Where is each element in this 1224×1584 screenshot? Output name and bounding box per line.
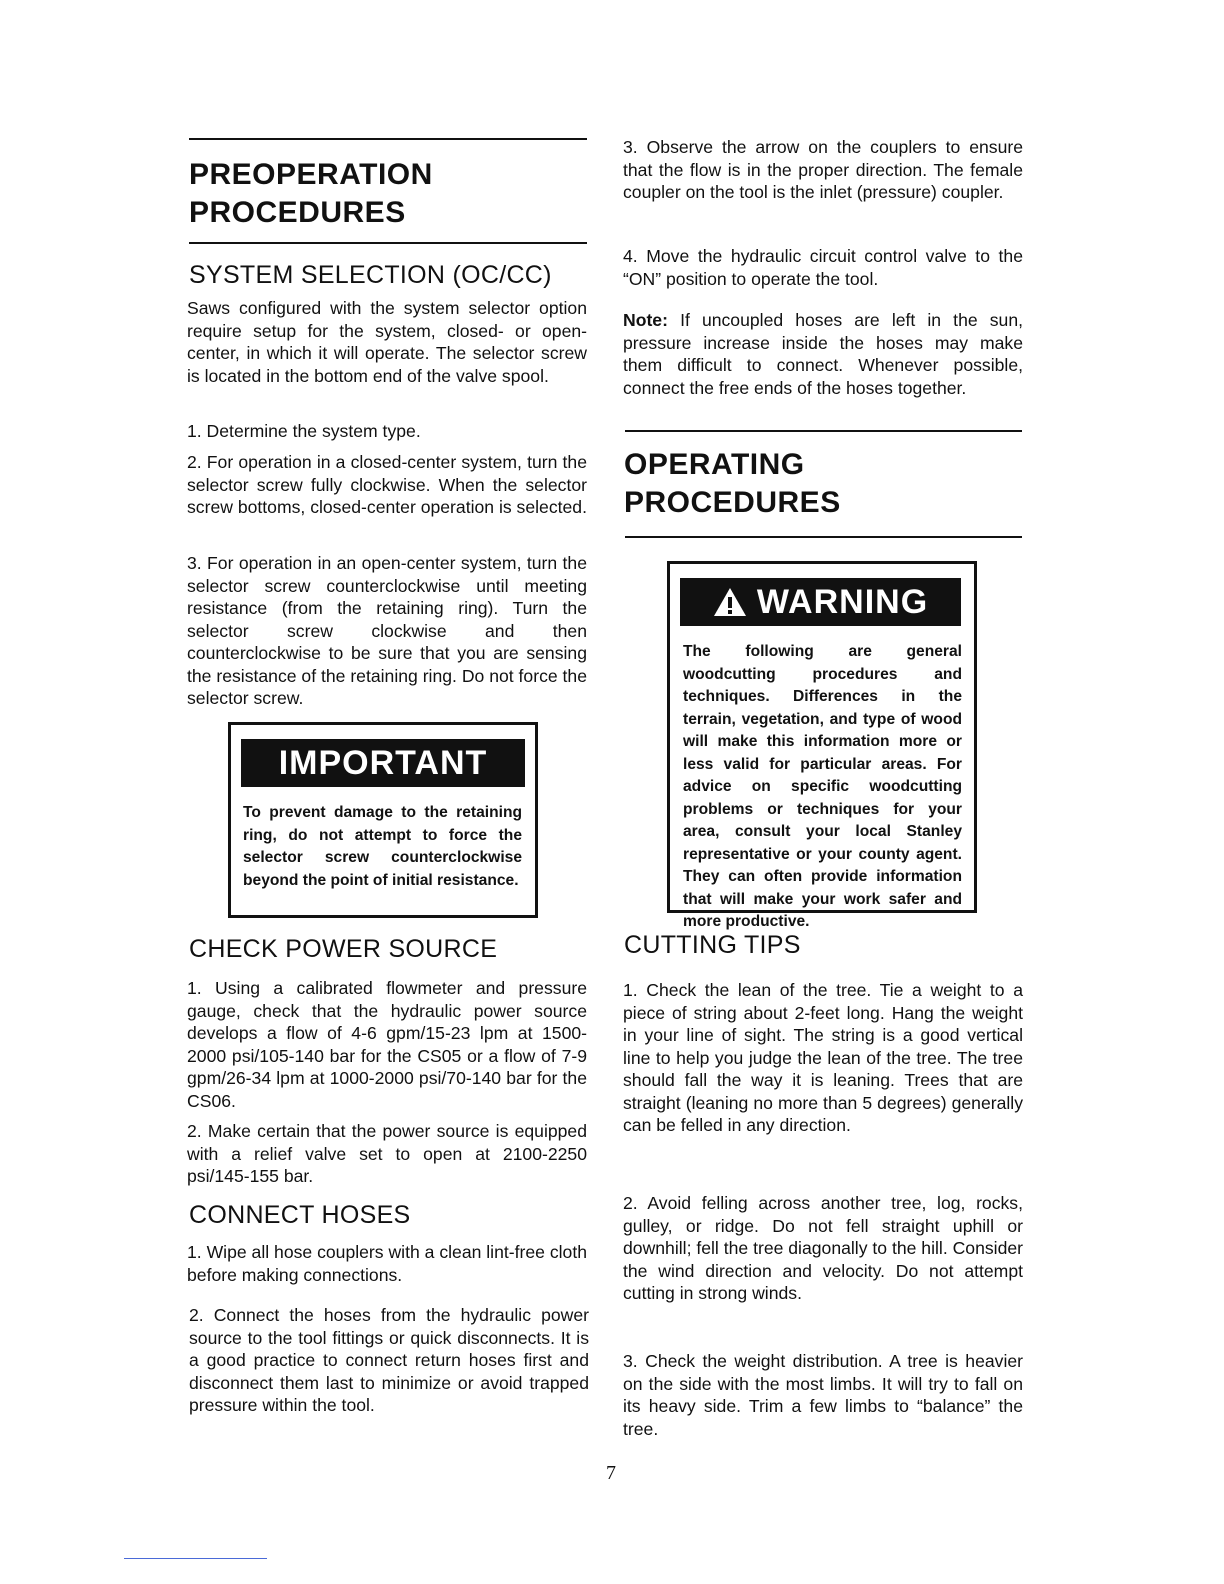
important-banner: IMPORTANT <box>241 739 525 787</box>
preop-title-line-1: PREOPERATION <box>189 158 433 191</box>
hoses-note <box>623 309 1023 399</box>
cutting-tips-heading: CUTTING TIPS <box>624 931 801 959</box>
system-step-1: 1. Determine the system type. <box>187 421 421 441</box>
connect-hoses-heading: CONNECT HOSES <box>189 1201 411 1229</box>
preop-title-line-2: PROCEDURES <box>189 196 406 229</box>
check-power-heading: CHECK POWER SOURCE <box>189 935 498 963</box>
operating-title-line-2: PROCEDURES <box>624 486 841 519</box>
power-step-2: 2. Make certain that the power source is equipped with a relief valve set to open at 2100-2250 psi/145-155 bar. <box>187 1121 587 1186</box>
note-text: If uncoupled hoses are left in the sun, pressure increase inside the hoses may make them difficult to connect. Whenever possible, connect the free ends of the hoses together. <box>623 310 1023 398</box>
operating-bottom-rule <box>625 536 1022 538</box>
system-step-2: 2. For operation in a closed-center system, turn the selector screw fully clockwise. When the selector screw bottoms, closed-center operation is selected. <box>187 452 587 517</box>
warning-banner <box>680 578 961 626</box>
hoses-step-2: 2. Connect the hoses from the hydraulic power source to the tool fittings or quick disconnects. It is a good practice to connect return hoses first and disconnect them last to minimize or avoid trapped pressure within the tool. <box>189 1305 589 1415</box>
tips-step-2: 2. Avoid felling across another tree, log, rocks, gulley, or ridge. Do not fell straight uphill or downhill; fell the tree diagonally to the hill. Consider the wind direction and velocity. Do not attempt cutting in strong winds. <box>623 1193 1024 1303</box>
note-label: Note: <box>623 310 668 330</box>
system-selection-intro: Saws configured with the system selector option require setup for the system, closed- or open-center, in which it will operate. The selector screw is located in the bottom end of the valve spool. <box>187 298 587 386</box>
warning-box <box>667 561 977 930</box>
important-box <box>228 722 538 918</box>
tips-step-3: 3. Check the weight distribution. A tree is heavier on the side with the most limbs. It will try to fall on its heavy side. Trim a few limbs to “balance” the tree. <box>623 1351 1023 1439</box>
system-selection-heading: SYSTEM SELECTION (OC/CC) <box>189 261 552 289</box>
top-rule-left <box>189 138 587 140</box>
warning-banner-label: WARNING <box>756 583 929 621</box>
warning-text: The following are general woodcutting procedures and techniques. Differences in the terrain, vegetation, and type of wood will make this information more or less valid for particular areas. For advice on specific woodcutting problems or techniques for your area, consult your local Stanley representative or your county agent. They can often provide information that will make your work safer and more productive. <box>683 643 962 930</box>
operating-top-rule <box>625 430 1022 432</box>
operating-title-line-1: OPERATING <box>624 448 805 481</box>
system-step-3: 3. For operation in an open-center system, turn the selector screw counterclockwise until meeting resistance (from the retaining ring). Turn the selector screw clockwise and then counterclockwise to be sure that you are sensing the resistance of the retaining ring. Do not force the selector screw. <box>187 553 588 708</box>
footer-line <box>124 1558 267 1559</box>
tips-step-1: 1. Check the lean of the tree. Tie a weight to a piece of string about 2-feet long. Hang the weight in your line of sight. The string is a good vertical line to help you judge the lean of the tree. The tree should fall the way it is leaning. Trees that are straight (leaning no more than 5 degrees) generally can be felled in any direction. <box>623 980 1023 1135</box>
power-step-1: 1. Using a calibrated flowmeter and pressure gauge, check that the hydraulic power source develops a flow of 4-6 gpm/15-23 lpm at 1500-2000 psi/105-140 bar for the CS05 or a flow of 7-9 gpm/26-34 lpm at 1000-2000 psi/70-140 bar for the CS06. <box>187 978 587 1111</box>
preop-bottom-rule <box>189 242 587 244</box>
page-number: 7 <box>606 1462 616 1484</box>
important-text: To prevent damage to the retaining ring, do not attempt to force the selector screw counterclockwise beyond the point of initial resistance. <box>243 804 522 889</box>
hoses-step-3: 3. Observe the arrow on the couplers to ensure that the flow is in the proper direction. The female coupler on the tool is the inlet (pressure) coupler. <box>623 137 1023 202</box>
hoses-step-1: 1. Wipe all hose couplers with a clean lint-free cloth before making connections. <box>187 1242 587 1285</box>
hoses-step-4: 4. Move the hydraulic circuit control valve to the “ON” position to operate the tool. <box>623 246 1023 289</box>
warning-triangle-icon <box>713 587 747 617</box>
